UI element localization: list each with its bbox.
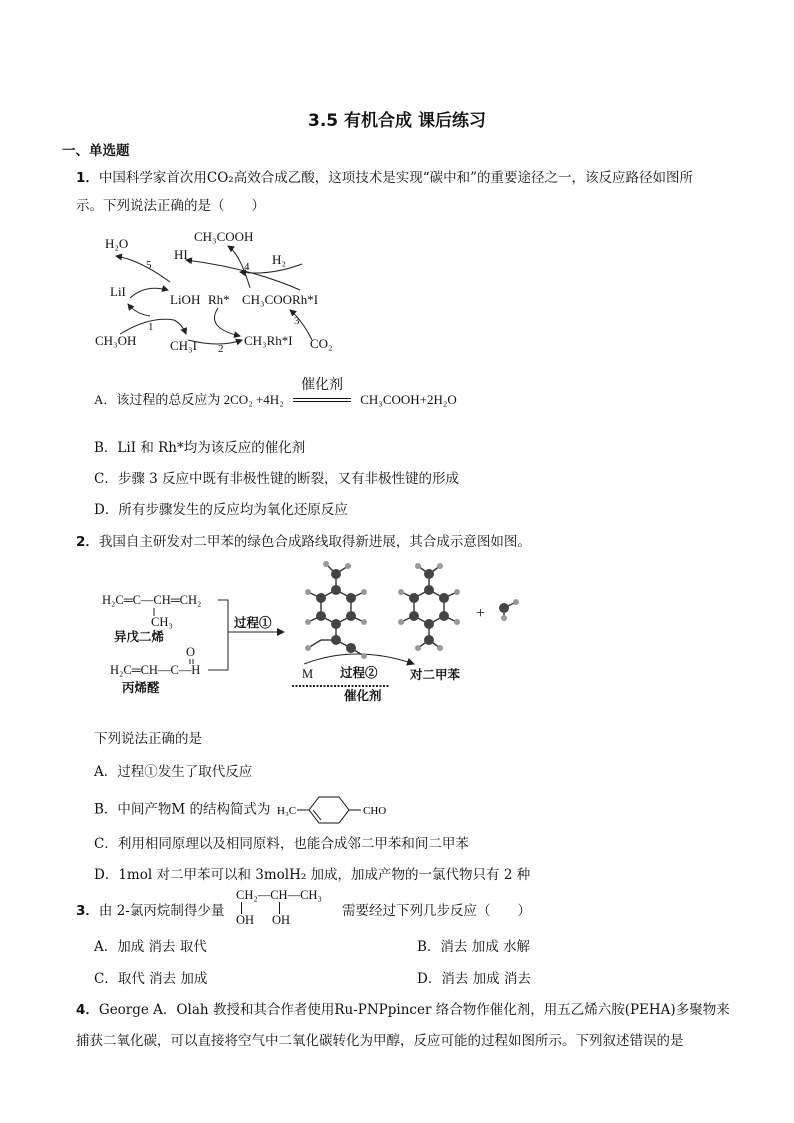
q2-plus-sign: + <box>476 605 486 622</box>
page-title: 3.5 有机合成 课后练习 <box>308 111 486 131</box>
q2-m-ring <box>309 797 349 823</box>
q1-stem-text: 中国科学家首次用CO₂高效合成乙酸，这项技术是实现“碳中和”的重要途径之一，该反应路径如图所 <box>98 170 694 186</box>
q2-number: 2． <box>76 534 99 550</box>
q4-line1 <box>76 998 730 1018</box>
q2-m-label: M <box>302 667 314 681</box>
q2-acrolein-formula: H₂C═CH—C—H <box>110 663 201 677</box>
q2-acrolein-name: 丙烯醛 <box>122 681 160 695</box>
q3-stem-text: 由 2-氯丙烷制得少量 <box>98 903 225 919</box>
q1-option-a-catalyst-arrow <box>293 378 351 408</box>
q1-arrow-step1-back <box>128 304 150 316</box>
q2-prompt: 下列说法正确的是 <box>94 731 202 747</box>
q1-species-co2: CO₂ <box>310 336 333 351</box>
q3-formula-top: CH₂—CH—CH₃ <box>236 888 322 902</box>
q2-reactant-bracket <box>208 600 228 670</box>
section-heading: 一、单选题 <box>62 143 130 159</box>
q1-species-hi: HI <box>174 247 188 262</box>
q1-species-lioh: LiOH <box>170 292 201 307</box>
q1-species-h2o: H₂O <box>105 236 129 251</box>
q1-option-d: D．所有步骤发生的反应均为氧化还原反应 <box>94 502 348 518</box>
q3-oh-1: OH <box>236 913 255 927</box>
q1-step-4: 4 <box>244 261 250 273</box>
q1-step-3: 3 <box>294 315 300 327</box>
q1-species-h2: H₂ <box>272 252 286 267</box>
q2-isoprene-methyl: CH₃ <box>151 615 173 629</box>
q1-option-a-text: A．该过程的总反应为 2CO₂ +4H₂ <box>94 392 284 407</box>
q1-step-2: 2 <box>218 343 224 355</box>
q2-m-right-group: CHO <box>362 805 387 817</box>
q2-synthesis-diagram <box>96 560 536 710</box>
q3-option-a: A．加成 消去 取代 <box>94 939 207 955</box>
q2-option-d: D．1mol 对二甲苯可以和 3molH₂ 加成，加成产物的一氯代物只有 2 种 <box>94 867 531 883</box>
q1-option-a <box>94 378 457 408</box>
q1-catalyst-label: 催化剂 <box>300 378 343 394</box>
q2-process1-label: 过程① <box>234 616 272 630</box>
q1-species-ch3oh: CH₃OH <box>95 333 137 348</box>
q3-stem-suffix: 需要经过下列几步反应（ ） <box>342 903 531 919</box>
q1-species-lii: LiI <box>110 284 126 299</box>
q2-isoprene-formula: H₂C═C—CH═CH₂ <box>102 593 202 607</box>
q1-step-5: 5 <box>146 259 152 271</box>
q2-water-model <box>499 599 519 621</box>
q1-arrow-rh <box>214 308 240 336</box>
q1-species-ch3cooh: CH₃COOH <box>194 229 254 244</box>
q2-option-c: C．利用相同原理以及相同原料，也能合成邻二甲苯和间二甲苯 <box>94 836 469 852</box>
q2-product-label: 对二甲苯 <box>410 668 461 682</box>
q3-option-b: B．消去 加成 水解 <box>417 939 531 955</box>
q4-line1-text: George A．Olah 教授和其合作者使用Ru-PNPpincer 络合物作催化剂，用五乙烯六胺(PEHA)多聚物来 <box>98 1002 730 1018</box>
q1-stem-line2: 示。下列说法正确的是（ ） <box>76 198 265 214</box>
q2-stem-text: 我国自主研发对二甲苯的绿色合成路线取得新进展，其合成示意图如图。 <box>98 534 531 550</box>
q2-process2-arrow <box>304 654 414 664</box>
q2-option-b-text: B．中间产物M 的结构简式为 <box>94 801 271 818</box>
q1-species-ch3i: CH₃I <box>170 338 197 353</box>
q1-step-1: 1 <box>148 321 154 333</box>
q2-m-left-group: H₃C <box>276 805 296 817</box>
q2-stem <box>76 530 531 550</box>
q2-isoprene-name: 异戊二烯 <box>114 630 165 644</box>
q2-acrolein-o: O <box>186 645 196 659</box>
q2-option-b <box>94 793 397 827</box>
q3-option-d: D．消去 加成 消去 <box>417 971 531 987</box>
q1-arrow-lii-lioh <box>130 288 168 298</box>
q1-stem-line1 <box>76 166 693 186</box>
q1-species-ch3coorhi: CH₃COORh*I <box>242 292 319 307</box>
q3-option-c: C．取代 消去 加成 <box>94 971 208 987</box>
q3-oh-2: OH <box>272 913 291 927</box>
q1-species-rh: Rh* <box>208 292 230 307</box>
q1-option-b: B．LiI 和 Rh*均为该反应的催化剂 <box>94 440 306 456</box>
q3-stem-prefix <box>76 899 224 919</box>
q2-catalyst-label: 催化剂 <box>344 689 382 703</box>
q1-arrow-step5 <box>116 256 170 282</box>
q1-option-a-product: CH₃COOH+2H₂O <box>360 392 457 407</box>
q1-species-ch3rhi: CH₃Rh*I <box>244 333 293 348</box>
q1-option-c: C．步骤 3 反应中既有非极性键的断裂，又有非极性键的形成 <box>94 471 460 487</box>
q2-m-structure <box>277 793 397 827</box>
q2-option-a: A．过程①发生了取代反应 <box>94 764 253 780</box>
q4-line2: 捕获二氧化碳，可以直接将空气中二氧化碳转化为甲醇，反应可能的过程如图所示。下列叙述错误的是 <box>76 1033 684 1049</box>
q2-process2-label: 过程② <box>340 666 378 680</box>
q1-reaction-cycle-diagram <box>90 224 350 359</box>
q1-number: 1． <box>76 170 99 186</box>
q3-number: 3． <box>76 903 99 919</box>
q4-number: 4． <box>76 1002 99 1018</box>
